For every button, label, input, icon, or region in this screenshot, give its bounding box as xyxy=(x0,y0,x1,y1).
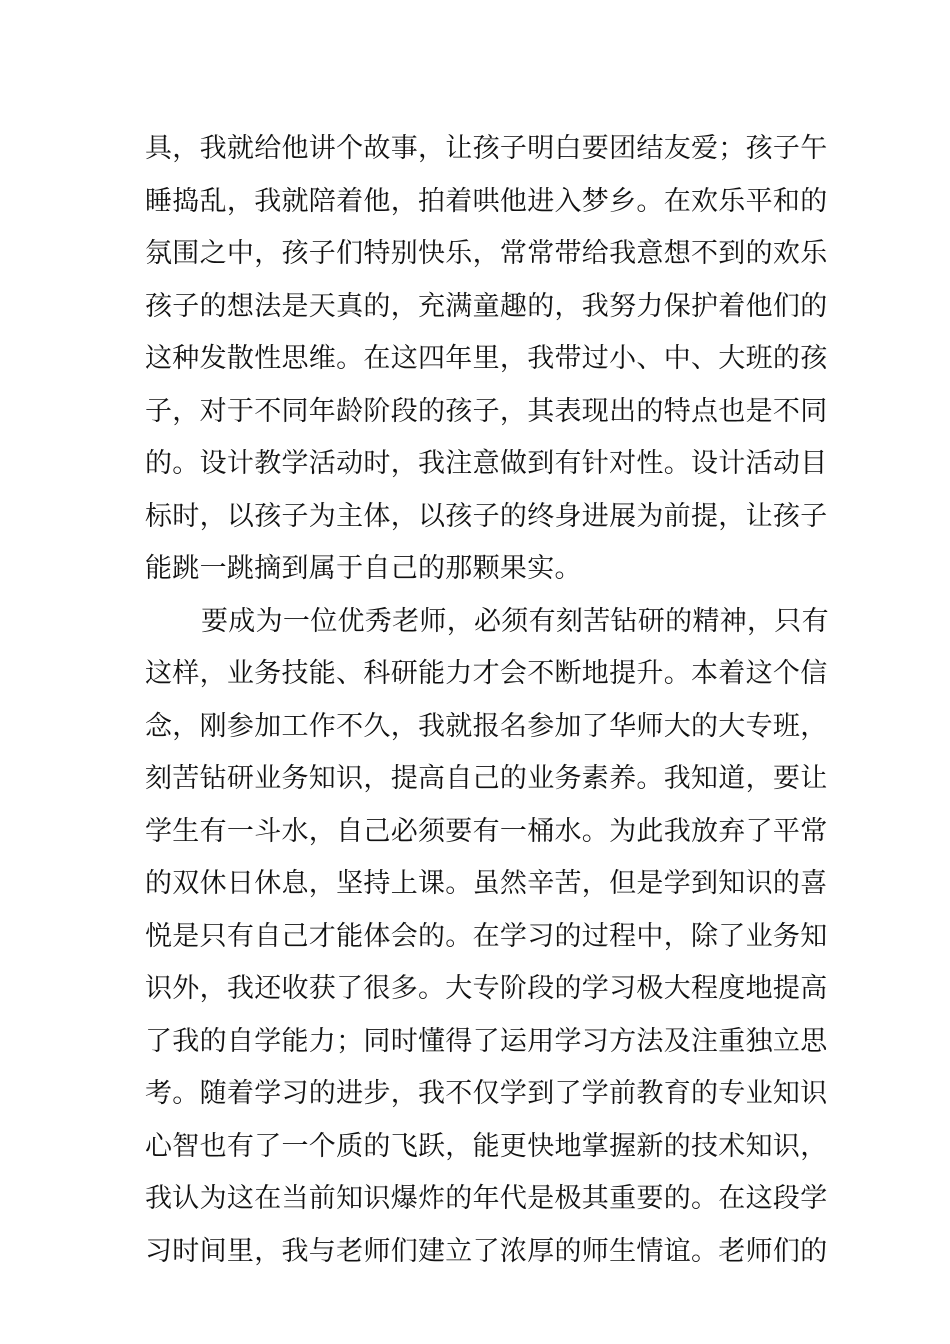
paragraph-start-line: 要成为一位优秀老师，必须有刻苦钻研的精神，只有 xyxy=(201,605,829,637)
text-line: 睡捣乱，我就陪着他，拍着哄他进入梦乡。在欢乐平和的 xyxy=(145,185,828,217)
text-line: 念，刚参加工作不久，我就报名参加了华师大的大专班， xyxy=(145,710,828,742)
text-line: 学生有一斗水，自己必须要有一桶水。为此我放弃了平常 xyxy=(145,815,828,847)
text-line: 了我的自学能力；同时懂得了运用学习方法及注重独立思 xyxy=(145,1025,828,1057)
text-line: 的双休日休息，坚持上课。虽然辛苦，但是学到知识的喜 xyxy=(145,868,828,899)
text-line: 子，对于不同年龄阶段的孩子，其表现出的特点也是不同 xyxy=(145,395,828,427)
body-text xyxy=(145,123,829,1278)
text-line: 孩子的想法是天真的，充满童趣的，我努力保护着他们的 xyxy=(145,290,828,322)
text-line: 能跳一跳摘到属于自己的那颗果实。 xyxy=(145,553,582,584)
text-line: 识外，我还收获了很多。大专阶段的学习极大程度地提高 xyxy=(145,973,828,1004)
text-line: 的。设计教学活动时，我注意做到有针对性。设计活动目 xyxy=(145,448,828,479)
text-line: 这种发散性思维。在这四年里，我带过小、中、大班的孩 xyxy=(145,343,828,374)
text-line: 这样，业务技能、科研能力才会不断地提升。本着这个信 xyxy=(145,658,828,689)
text-line: 心智也有了一个质的飞跃，能更快地掌握新的技术知识， xyxy=(145,1130,828,1162)
text-line: 考。随着学习的进步，我不仅学到了学前教育的专业知识 xyxy=(145,1078,828,1109)
text-line: 氛围之中，孩子们特别快乐，常常带给我意想不到的欢乐 xyxy=(145,238,828,269)
text-line: 刻苦钻研业务知识，提高自己的业务素养。我知道，要让 xyxy=(145,763,828,794)
text-line: 悦是只有自己才能体会的。在学习的过程中，除了业务知 xyxy=(145,920,828,952)
text-line: 标时，以孩子为主体，以孩子的终身进展为前提，让孩子 xyxy=(145,500,828,532)
text-line: 习时间里，我与老师们建立了浓厚的师生情谊。老师们的 xyxy=(145,1235,828,1267)
text-line: 具，我就给他讲个故事，让孩子明白要团结友爱；孩子午 xyxy=(145,133,828,164)
text-line: 我认为这在当前知识爆炸的年代是极其重要的。在这段学 xyxy=(145,1183,828,1214)
